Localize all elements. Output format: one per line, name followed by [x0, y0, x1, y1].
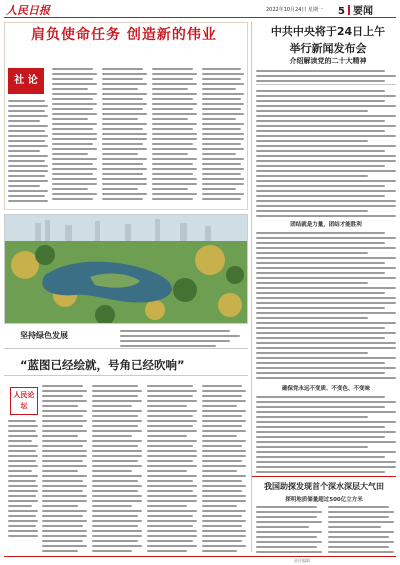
footer-credits: 责任编辑: [294, 558, 310, 563]
bottom-right-headline: 我国助探发现首个深水深层大气田: [264, 482, 384, 491]
divider: [252, 476, 396, 477]
forum-column-label: 人民论坛: [10, 387, 38, 415]
photo-title: 坚持绿色发展: [20, 331, 68, 340]
masthead: [4, 2, 396, 18]
column-divider: [251, 22, 252, 552]
right-intro-text: [256, 70, 396, 85]
page-section: 要闻: [352, 6, 373, 17]
right-body-1: [256, 90, 396, 220]
section-heading-unity: 团结就是力量，团结才能胜利: [290, 222, 362, 228]
landscape-photo: [4, 214, 248, 324]
park-aerial-image: [5, 215, 248, 324]
lead-text-col-4: [152, 68, 197, 203]
quote-text-col-4: [202, 385, 246, 555]
quote-headline: “蓝图已经绘就，号角已经吹响”: [20, 358, 185, 372]
right-body-2: [256, 232, 396, 382]
divider: [4, 348, 248, 349]
page-number-value: 5: [338, 6, 345, 17]
quote-text-col-0: [8, 420, 38, 540]
right-headline-line2: 举行新闻发布会: [289, 42, 367, 55]
divider: [4, 375, 248, 376]
bottom-text-col-1: [256, 506, 322, 556]
bottom-right-subhead: 探明地质储量超过500亿立方米: [285, 497, 363, 503]
quote-text-col-1: [42, 385, 87, 555]
lead-headline: 肩负使命任务 创造新的伟业: [31, 27, 217, 43]
photo-caption-text: [120, 330, 240, 350]
page-number: [338, 2, 373, 17]
lead-text-col-1: [8, 100, 48, 205]
right-body-3: [256, 396, 396, 476]
quote-text-col-2: [92, 385, 142, 555]
quote-text-col-3: [147, 385, 197, 555]
right-subhead: 介绍解读党的二十大精神: [289, 57, 367, 65]
footer-rule: [4, 556, 396, 557]
editorial-column-label: 社 论: [8, 68, 44, 94]
issue-date: 2022年10月24日 星期一: [266, 7, 324, 13]
paper-name: 人民日报: [6, 4, 50, 17]
bottom-text-col-2: [328, 506, 394, 556]
section-heading-party: 确保党永远不变质、不变色、不变味: [281, 386, 370, 392]
lead-text-col-5: [202, 68, 244, 203]
divider: [256, 84, 396, 85]
lead-text-col-2: [52, 68, 97, 203]
right-headline-line1: 中共中央将于24日上午: [270, 25, 386, 38]
page-divider: [348, 5, 350, 15]
lead-text-col-3: [102, 68, 147, 203]
